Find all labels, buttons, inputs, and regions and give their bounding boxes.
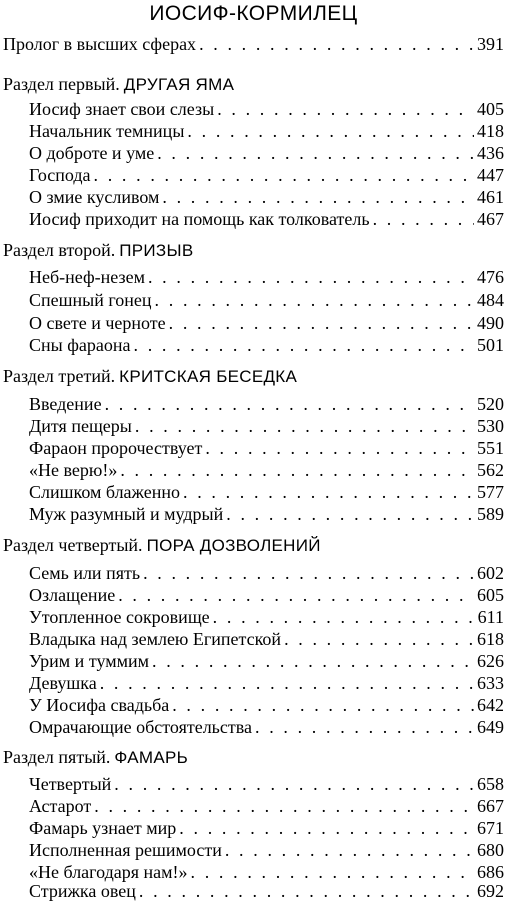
page-number: 405 — [477, 99, 504, 119]
page-number: 436 — [477, 143, 504, 163]
dot-leader — [172, 694, 474, 716]
page-number: 391 — [477, 34, 504, 54]
dot-leader — [152, 650, 474, 672]
entry-title: Господа — [29, 165, 91, 185]
page-number: 658 — [477, 774, 504, 794]
page-number: 667 — [477, 796, 504, 816]
toc-entry[interactable] — [29, 437, 504, 459]
entry-title: «Не благодаря нам!» — [29, 862, 188, 882]
entry-title: Владыка над землею Египетской — [29, 629, 282, 649]
toc-entry[interactable] — [29, 503, 504, 525]
page-number: 530 — [477, 416, 504, 436]
dot-leader — [179, 817, 474, 839]
dot-leader — [226, 503, 474, 525]
dot-leader — [157, 142, 474, 164]
toc-entry[interactable] — [29, 415, 504, 437]
entry-title: Девушка — [29, 673, 97, 693]
section-name: ПРИЗЫВ — [119, 241, 194, 260]
page-number: 602 — [477, 563, 504, 583]
book-part-title: ИОСИФ-КОРМИЛЕЦ — [149, 2, 358, 25]
dot-leader — [199, 33, 474, 55]
entry-title: Утопленное сокровище — [29, 607, 210, 627]
dot-leader — [143, 562, 474, 584]
entry-title: У Иосифа свадьба — [29, 695, 170, 715]
section-name: ПОРА ДОЗВОЛЕНИЙ — [146, 536, 321, 555]
toc-entry[interactable] — [29, 694, 504, 716]
dot-leader — [134, 334, 475, 356]
page-number: 467 — [477, 209, 504, 229]
section-prefix: Раздел первый. — [3, 74, 120, 94]
dot-leader — [155, 289, 474, 311]
toc-entry[interactable] — [29, 716, 504, 738]
toc-entry[interactable] — [29, 164, 504, 186]
page-number: 476 — [477, 267, 504, 287]
dot-leader — [139, 880, 474, 902]
page-number: 671 — [477, 818, 504, 838]
page-number: 551 — [477, 438, 504, 458]
entry-title: Урим и туммим — [29, 651, 150, 671]
dot-leader — [162, 186, 474, 208]
entry-title: О змие кусливом — [29, 187, 160, 207]
toc-entry[interactable] — [29, 98, 504, 120]
section-name: ДРУГАЯ ЯМА — [123, 75, 235, 94]
toc-entry-prologue[interactable] — [3, 33, 504, 55]
toc-entry[interactable] — [29, 839, 504, 861]
dot-leader — [120, 459, 474, 481]
entry-title: Иосиф знает свои слезы — [29, 99, 215, 119]
page-number: 520 — [477, 394, 504, 414]
toc-entry[interactable] — [29, 208, 504, 230]
dot-leader — [373, 208, 474, 230]
entry-title: Фараон пророчествует — [29, 438, 203, 458]
dot-leader — [205, 437, 474, 459]
dot-leader — [217, 98, 474, 120]
toc-entry[interactable] — [29, 672, 504, 694]
toc-entry[interactable] — [29, 312, 504, 334]
page-number: 680 — [477, 840, 504, 860]
toc-entry[interactable] — [29, 880, 504, 902]
toc-entry[interactable] — [29, 459, 504, 481]
dot-leader — [225, 839, 474, 861]
toc-entry[interactable] — [29, 120, 504, 142]
toc-entry[interactable] — [29, 289, 504, 311]
entry-title: О доброте и уме — [29, 143, 155, 163]
page-number: 642 — [477, 695, 504, 715]
dot-leader — [118, 584, 474, 606]
section-heading-3 — [3, 364, 504, 388]
toc-entry[interactable] — [29, 481, 504, 503]
entry-title: Стрижка овец — [29, 881, 136, 901]
page-number: 577 — [477, 482, 504, 502]
toc-entry[interactable] — [29, 650, 504, 672]
toc-entry[interactable] — [29, 628, 504, 650]
dot-leader — [148, 266, 474, 288]
section-prefix: Раздел второй. — [3, 240, 116, 260]
section-heading-1 — [3, 72, 504, 96]
entry-title: Четвертый — [29, 774, 112, 794]
dot-leader — [94, 164, 474, 186]
toc-entry[interactable] — [29, 606, 504, 628]
page-number: 490 — [477, 313, 504, 333]
toc-entry[interactable] — [29, 266, 504, 288]
dot-leader — [183, 481, 474, 503]
section-prefix: Раздел третий. — [3, 366, 116, 386]
dot-leader — [169, 312, 474, 334]
toc-entry[interactable] — [29, 817, 504, 839]
page-number: 633 — [477, 673, 504, 693]
section-heading-5 — [3, 745, 504, 769]
dot-leader — [105, 393, 474, 415]
section-heading-4 — [3, 533, 504, 557]
page-number: 484 — [477, 290, 504, 310]
entry-title: Иосиф приходит на помощь как толкователь — [29, 209, 370, 229]
entry-title: Начальник темницы — [29, 121, 185, 141]
entry-title: Озлащение — [29, 585, 116, 605]
toc-entry[interactable] — [29, 393, 504, 415]
page-number: 618 — [477, 629, 504, 649]
page-number: 447 — [477, 165, 504, 185]
dot-leader — [284, 628, 474, 650]
entry-title: Астарот — [29, 796, 92, 816]
page-number: 501 — [477, 335, 504, 355]
entry-title: Пролог в высших сферах — [3, 34, 197, 54]
entry-title: Введение — [29, 394, 102, 414]
entry-title: Спешный гонец — [29, 290, 152, 310]
section-heading-2 — [3, 238, 504, 262]
dot-leader — [255, 716, 474, 738]
entry-title: О свете и черноте — [29, 313, 166, 333]
page-number: 649 — [477, 717, 504, 737]
dot-leader — [135, 415, 474, 437]
page-number: 461 — [477, 187, 504, 207]
page-number: 611 — [477, 607, 504, 627]
entry-title: Слишком блаженно — [29, 482, 180, 502]
page-number: 418 — [477, 121, 504, 141]
page-number: 605 — [477, 585, 504, 605]
toc-entry[interactable] — [29, 142, 504, 164]
dot-leader — [100, 672, 474, 694]
toc-entry[interactable] — [29, 584, 504, 606]
entry-title: «Не верю!» — [29, 460, 118, 480]
toc-entry[interactable] — [29, 795, 504, 817]
toc-entry[interactable] — [29, 562, 504, 584]
entry-title: Омрачающие обстоятельства — [29, 717, 252, 737]
toc-entry[interactable] — [29, 773, 504, 795]
section-name: КРИТСКАЯ БЕСЕДКА — [119, 367, 298, 386]
entry-title: Неб-неф-незем — [29, 267, 145, 287]
dot-leader — [114, 773, 474, 795]
page-number: 562 — [477, 460, 504, 480]
page-number: 589 — [477, 504, 504, 524]
section-prefix: Раздел пятый. — [3, 747, 111, 767]
toc-entry[interactable] — [29, 186, 504, 208]
section-prefix: Раздел четвертый. — [3, 535, 143, 555]
entry-title: Исполненная решимости — [29, 840, 222, 860]
entry-title: Сны фараона — [29, 335, 131, 355]
toc-entry[interactable] — [29, 334, 504, 356]
page-number: 626 — [477, 651, 504, 671]
entry-title: Семь или пять — [29, 563, 141, 583]
dot-leader — [187, 120, 474, 142]
section-name: ФАМАРЬ — [114, 748, 189, 767]
dot-leader — [94, 795, 474, 817]
entry-title: Дитя пещеры — [29, 416, 132, 436]
page-number: 686 — [477, 862, 504, 882]
entry-title: Фамарь узнает мир — [29, 818, 177, 838]
page-number: 692 — [477, 881, 504, 901]
entry-title: Муж разумный и мудрый — [29, 504, 224, 524]
dot-leader — [213, 606, 475, 628]
